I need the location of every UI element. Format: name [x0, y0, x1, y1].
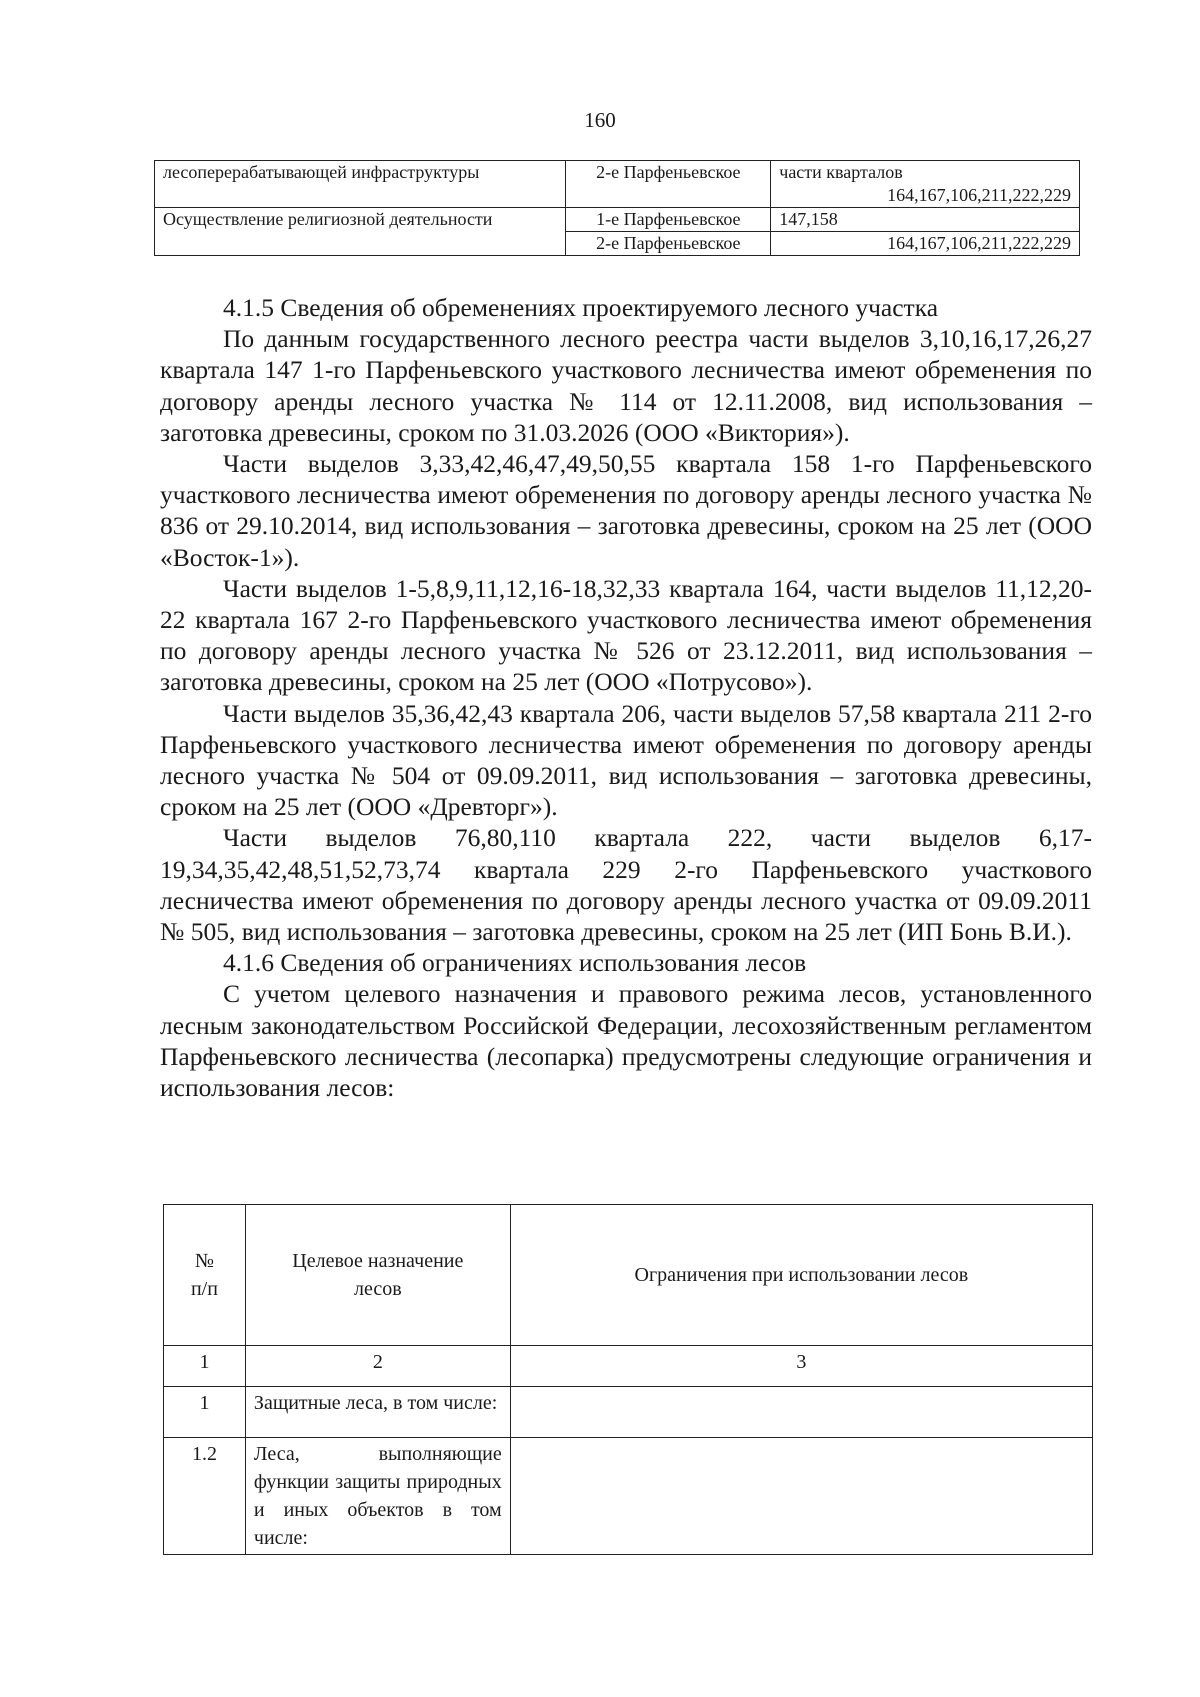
row-limits [510, 1387, 1092, 1438]
infrastructure-table [154, 160, 1080, 256]
header-limits: Ограничения при использовании лесов [510, 1205, 1092, 1346]
header-number-line: п/п [190, 1278, 218, 1300]
section-heading: 4.1.6 Сведения об ограничениях использования лесов [223, 948, 807, 978]
forest-limits-table [163, 1204, 1093, 1555]
table-row [164, 1438, 1093, 1555]
table-header-row [164, 1205, 1093, 1346]
page-number: 160 [584, 108, 616, 132]
row-number: 1 [164, 1387, 246, 1438]
row-purpose: Защитные леса, в том числе: [245, 1387, 510, 1438]
purpose-cell: Осуществление религиозной деятельности [155, 208, 566, 256]
row-number: 1.2 [164, 1438, 246, 1555]
header-number-line: № [194, 1250, 214, 1272]
paragraph: С учетом целевого назначения и правового режима лесов, установленного лесным законодательством Российской Федерации, лесохозяйственным регламентом Парфеньевского лесничества (лесопарка) предусмотрены следующие ограничения и использования лесов: [160, 979, 1092, 1103]
section-heading: 4.1.5 Сведения об обременениях проектируемого лесного участка [223, 293, 939, 322]
section-encumbrances [160, 292, 1092, 1103]
paragraph: Части выделов 1-5,8,9,11,12,16-18,32,33 квартала 164, части выделов 11,12,20-22 квартала 167 2-го Парфеньевского участкового лесничества имеют обременения по договору аренды лесного участка № 526 от 23.12.2011, вид использования – заготовка древесины, сроком на 25 лет (ООО «Потрусово»). [160, 573, 1092, 697]
quarters-cell [771, 161, 1080, 208]
header-purpose [245, 1205, 510, 1346]
row-limits [510, 1438, 1092, 1555]
quarters-cell: 164,167,106,211,222,229 [771, 232, 1080, 256]
column-number: 2 [245, 1346, 510, 1387]
paragraph: По данным государственного лесного реестра части выделов 3,10,16,17,26,27 квартала 147 1-го Парфеньевского участкового лесничества имеют обременения по договору аренды лесного участка № 114 от 12.11.2008, вид использования – заготовка древесины, сроком по 31.03.2026 (ООО «Виктория»). [160, 324, 1092, 447]
header-number [164, 1205, 246, 1346]
quarters-cell: 147,158 [771, 208, 1080, 232]
quarters-label: части кварталов [779, 162, 903, 182]
column-number: 3 [510, 1346, 1092, 1387]
table-row [155, 208, 1080, 232]
paragraph: Части выделов 76,80,110 квартала 222, части выделов 6,17-19,34,35,42,48,51,52,73,74 квартала 229 2-го Парфеньевского участкового лесничества имеют обременения по договору аренды лесного участка от 09.09.2011 № 505, вид использования – заготовка древесины, сроком на 25 лет (ИП Бонь В.И.). [160, 823, 1092, 947]
column-number-row [164, 1346, 1093, 1387]
forestry-cell: 1-е Парфеньевское [566, 208, 771, 232]
paragraph: Части выделов 35,36,42,43 квартала 206, части выделов 57,58 квартала 211 2-го Парфеньевского участкового лесничества имеют обременения по договору аренды лесного участка № 504 от 09.09.2011, вид использования – заготовка древесины, сроком на 25 лет (ООО «Древторг»). [160, 698, 1092, 822]
paragraph: Части выделов 3,33,42,46,47,49,50,55 квартала 158 1-го Парфеньевского участкового лесничества имеют обременения по договору аренды лесного участка № 836 от 29.10.2014, вид использования – заготовка древесины, сроком на 25 лет (ООО «Восток-1»). [160, 449, 1092, 572]
quarters-value: 164,167,106,211,222,229 [887, 185, 1071, 205]
table-row [155, 161, 1080, 208]
header-purpose-line: Целевое назначение [292, 1250, 464, 1272]
forestry-cell: 2-е Парфеньевское [566, 161, 771, 208]
header-purpose-line: лесов [353, 1278, 402, 1300]
forestry-cell: 2-е Парфеньевское [566, 232, 771, 256]
column-number: 1 [164, 1346, 246, 1387]
row-purpose: Леса, выполняющие функции защиты природных и иных объектов в том числе: [245, 1438, 510, 1555]
table-row [164, 1387, 1093, 1438]
purpose-cell: лесоперерабатывающей инфраструктуры [155, 161, 566, 208]
